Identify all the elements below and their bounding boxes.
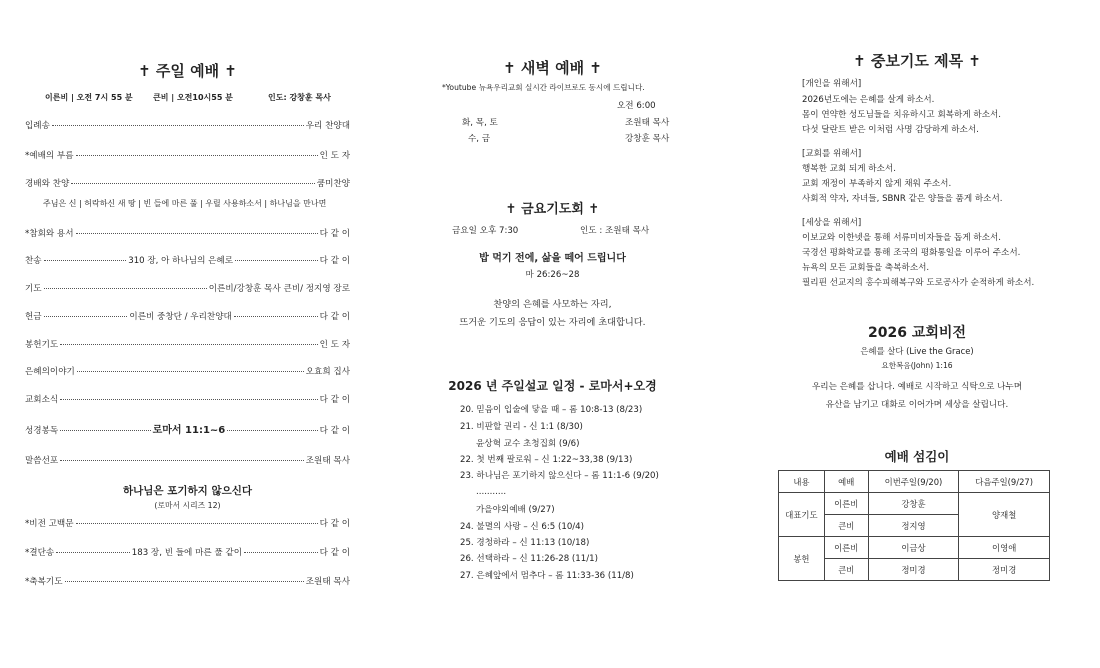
table-header: 예배 xyxy=(824,471,868,493)
order-item: 성경봉독 로마서 11:1~6 다 같 이 xyxy=(25,425,351,436)
order-item: 찬송 310 장, 아 하나님의 은혜로 다 같 이 xyxy=(25,256,351,266)
table-cell: 양재철 xyxy=(959,493,1050,537)
table-cell: 이른비 xyxy=(824,493,868,515)
table-cell: 이영애 xyxy=(959,537,1050,559)
vision-scripture: 요한복음(John) 1:16 xyxy=(881,361,953,370)
main-service-time: 큰비 | 오전10시55 분 xyxy=(153,93,233,102)
sunday-worship-title: ✝ 주일 예배 ✝ xyxy=(138,62,237,80)
schedule-item: 22. 첫 번째 팔로워 – 신 1:22~33,38 (9/13) xyxy=(460,455,633,465)
order-item: 헌금 이른비 중창단 / 우리찬양대 다 같 이 xyxy=(25,312,350,322)
prayer-group-head: [세상을 위해서] xyxy=(802,218,862,228)
prayer-line: 교회 재정이 부족하지 않게 채워 주소서. xyxy=(802,179,952,189)
table-cell: 이른비 xyxy=(824,537,868,559)
dawn-live-note: *Youtube 뉴욕우리교회 실시간 라이브로도 동시에 드립니다. xyxy=(442,83,645,92)
friday-prayer-title: ✝ 금요기도회 ✝ xyxy=(505,202,600,217)
schedule-item: 20. 믿음이 입술에 닿을 때 – 롬 10:8-13 (8/23) xyxy=(460,405,643,415)
order-item: 기도 이른비/강창훈 목사 큰비/ 정지영 장로 xyxy=(25,284,350,294)
servers-table xyxy=(778,470,1050,581)
dawn-worship-title: ✝ 새벽 예배 ✝ xyxy=(503,59,602,77)
prayer-line: 2026년도에는 은혜를 살게 하소서. xyxy=(802,95,935,105)
prayer-line: 뉴욕의 모든 교회들을 축복하소서. xyxy=(802,263,930,273)
invitation-line: 찬양의 은혜를 사모하는 자리, xyxy=(493,299,612,310)
prayer-group-head: [교회를 위해서] xyxy=(802,149,862,159)
sermon-series: (로마서 시리즈 12) xyxy=(154,501,221,510)
table-cell: 큰비 xyxy=(824,559,868,581)
table-cell: 정지영 xyxy=(868,515,959,537)
schedule-item: 23. 하나님은 포기하지 않으신다 – 롬 11:1-6 (9/20) xyxy=(460,471,659,481)
order-item: *결단송 183 장, 빈 들에 마른 풀 같이 다 같 이 xyxy=(25,548,351,558)
order-item: 말씀선포 조원태 목사 xyxy=(25,456,350,466)
order-item: *축복기도 조원태 목사 xyxy=(25,577,350,587)
friday-time: 금요일 오후 7:30 xyxy=(452,226,519,236)
vision-statement: 유산을 남기고 대화로 이어가며 세상을 살립니다. xyxy=(825,400,1009,410)
table-row xyxy=(779,537,1050,559)
church-vision-title: 2026 교회비전 xyxy=(868,325,966,341)
prayer-group-head: [개인을 위해서] xyxy=(802,79,862,89)
table-cell: 큰비 xyxy=(824,515,868,537)
order-item: 경배와 찬양 쿰미찬양 xyxy=(25,179,350,189)
table-cell: 정미경 xyxy=(868,559,959,581)
prayer-line: 사회적 약자, 자녀들, SBNR 같은 양들을 품게 하소서. xyxy=(802,194,1003,204)
order-item: *비전 고백문 다 같 이 xyxy=(25,519,350,529)
dawn-days: 수, 금 xyxy=(468,134,491,144)
table-cell: 이금상 xyxy=(868,537,959,559)
table-header-row xyxy=(779,471,1050,493)
servers-title: 예배 섬김이 xyxy=(884,449,950,464)
prayer-line: 다섯 달란트 받은 이처럼 사명 감당하게 하소서. xyxy=(802,125,979,135)
sermon-schedule-title: 2026 년 주일설교 일정 - 로마서+오경 xyxy=(448,379,657,393)
order-item: 봉헌기도 인 도 자 xyxy=(25,340,350,350)
order-item: 입례송 우리 찬양대 xyxy=(25,121,350,131)
praise-song-list: 주님은 신 | 허락하신 새 땅 | 빈 들에 마른 풀 | 우릴 사용하소서 | 하나님을 만나면 xyxy=(43,199,327,208)
schedule-item: ........... xyxy=(476,487,507,497)
table-cell: 봉헌 xyxy=(779,537,825,581)
table-header: 내용 xyxy=(779,471,825,493)
vision-statement: 우리는 은혜를 삽니다. 예배로 시작하고 식탁으로 나누며 xyxy=(811,382,1023,392)
schedule-item: 윤상혁 교수 초청집회 (9/6) xyxy=(476,439,580,449)
table-cell: 대표기도 xyxy=(779,493,825,537)
sunday-worship-section xyxy=(25,0,350,668)
order-item: *참회와 용서 다 같 이 xyxy=(25,229,350,239)
dawn-leader: 조원태 목사 xyxy=(625,118,670,128)
dawn-leader: 강창훈 목사 xyxy=(625,134,670,144)
friday-theme: 밥 먹기 전에, 삶을 떼어 드립니다 xyxy=(479,253,626,264)
dawn-time: 오전 6:00 xyxy=(617,101,656,111)
sermon-title: 하나님은 포기하지 않으신다 xyxy=(122,485,253,497)
table-header: 다음주일(9/27) xyxy=(959,471,1050,493)
prayer-line: 행복한 교회 되게 하소서. xyxy=(802,164,896,174)
prayer-line: 국경선 평화학교를 통해 조국의 평화통일을 이루어 주소서. xyxy=(802,248,1021,258)
schedule-item: 25. 경청하라 – 신 11:13 (10/18) xyxy=(460,538,590,548)
early-service-time: 이른비 | 오전 7시 55 분 xyxy=(45,93,133,102)
service-leader: 인도: 강창훈 목사 xyxy=(268,93,331,102)
dawn-days: 화, 목, 토 xyxy=(462,118,498,128)
vision-subtitle: 은혜를 살다 (Live the Grace) xyxy=(860,346,974,356)
friday-scripture: 마 26:26~28 xyxy=(525,270,580,280)
order-item: 은혜의이야기 오효희 집사 xyxy=(25,367,350,377)
table-cell: 강창훈 xyxy=(868,493,959,515)
schedule-item: 24. 불멸의 사랑 – 신 6:5 (10/4) xyxy=(460,522,584,532)
prayer-line: 필리핀 선교지의 홍수피해복구와 도로공사가 순적하게 하소서. xyxy=(802,278,1035,288)
order-item: 교회소식 다 같 이 xyxy=(25,395,350,405)
intercession-title: ✝ 중보기도 제목 ✝ xyxy=(853,52,981,70)
table-cell: 정미경 xyxy=(959,559,1050,581)
table-row xyxy=(779,493,1050,515)
schedule-item: 가을야외예배 (9/27) xyxy=(476,505,555,515)
schedule-item: 26. 선택하라 – 신 11:26-28 (11/1) xyxy=(460,554,598,564)
order-item: *예배의 부름 인 도 자 xyxy=(25,151,350,161)
schedule-item: 27. 은혜앞에서 멈추다 – 롬 11:33-36 (11/8) xyxy=(460,571,634,581)
middle-section xyxy=(420,0,685,668)
friday-leader: 인도 : 조원태 목사 xyxy=(580,226,650,236)
table-header: 이번주일(9/20) xyxy=(868,471,959,493)
prayer-line: 몸이 연약한 성도님들을 치유하시고 회복하게 하소서. xyxy=(802,110,1002,120)
invitation-line: 뜨거운 기도의 응답이 있는 자리에 초대합니다. xyxy=(459,317,646,328)
schedule-item: 21. 비판할 권리 - 신 1:1 (8/30) xyxy=(460,422,583,432)
prayer-line: 이보교와 이한넷을 통해 서류미비자들을 돕게 하소서. xyxy=(802,233,1002,243)
right-section xyxy=(772,0,1062,668)
